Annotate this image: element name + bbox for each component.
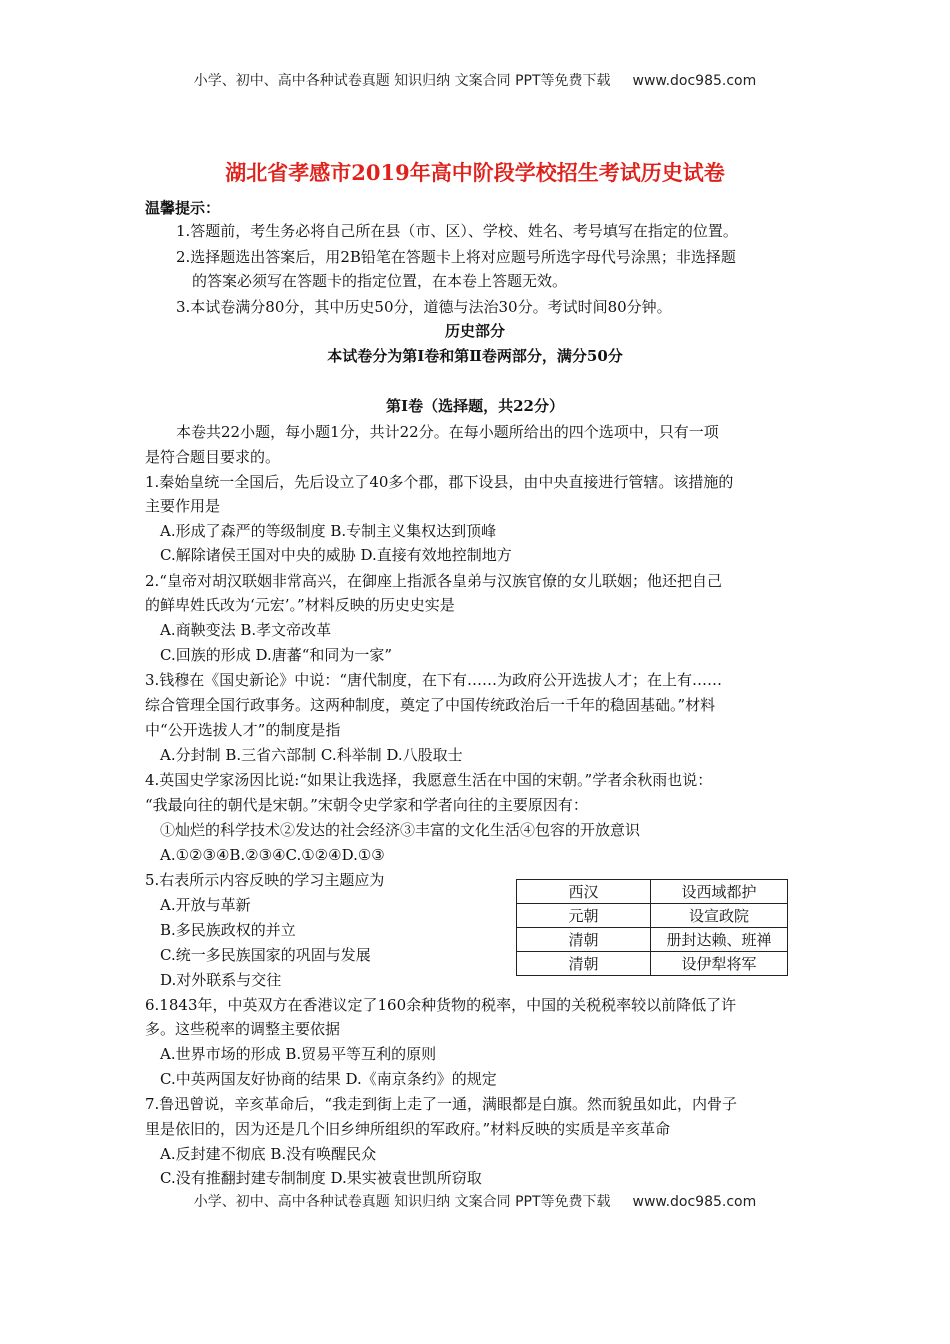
- tip-item: 的答案必须写在答题卡的指定位置，在本卷上答题无效。: [192, 272, 568, 290]
- question-1-stem: 主要作用是: [145, 497, 221, 515]
- question-3-stem: 3.钱穆在《国史新论》中说：“唐代制度，在下有……为政府公开选拔人才；在上有……: [145, 671, 722, 689]
- question-7-stem: 7.鲁迅曾说，辛亥革命后，“我走到街上走了一通，满眼都是白旗。然而貌虽如此，内骨子: [145, 1095, 737, 1113]
- table-row: [517, 952, 788, 976]
- question-7-stem: 里是依旧的，因为还是几个旧乡绅所组织的军政府。”材料反映的实质是辛亥革命: [145, 1120, 671, 1138]
- question-4-stem: 4.英国史学家汤因比说:“如果让我选择，我愿意生活在中国的宋朝。”学者余秋雨也说：: [145, 771, 713, 789]
- table-cell: 册封达赖、班禅: [651, 928, 788, 952]
- table-cell: 设宣政院: [651, 904, 788, 928]
- table-cell: 设西域都护: [651, 880, 788, 904]
- table-cell: 元朝: [517, 904, 651, 928]
- question-1-option: C.解除诸侯王国对中央的威胁 D.直接有效地控制地方: [160, 546, 512, 564]
- question-7-option: A.反封建不彻底 B.没有唤醒民众: [160, 1145, 377, 1163]
- question-5-stem: 5.右表所示内容反映的学习主题应为: [145, 871, 385, 889]
- question-5-table: [516, 879, 788, 976]
- question-2-option: C.回族的形成 D.唐蕃“和同为一家”: [160, 646, 393, 664]
- exam-title: 湖北省孝感市2019年高中阶段学校招生考试历史试卷: [225, 160, 725, 185]
- part1-title: 第Ⅰ卷（选择题，共22分）: [386, 397, 564, 415]
- question-7-option: C.没有推翻封建专制制度 D.果实被袁世凯所窃取: [160, 1169, 482, 1187]
- table-cell: 清朝: [517, 952, 651, 976]
- question-1-option: A.形成了森严的等级制度 B.专制主义集权达到顶峰: [160, 522, 497, 540]
- question-5-option: A.开放与革新: [160, 896, 251, 914]
- section-subtitle: 本试卷分为第Ⅰ卷和第Ⅱ卷两部分，满分50分: [327, 347, 623, 365]
- question-6-option: C.中英两国友好协商的结果 D.《南京条约》的规定: [160, 1070, 497, 1088]
- footer-site-link[interactable]: www.doc985.com: [632, 1194, 757, 1210]
- question-2-stem: 2.“皇帝对胡汉联姻非常高兴，在御座上指派各皇弟与汉族官僚的女儿联姻；他还把自己: [145, 572, 722, 590]
- footer-text: 小学、初中、高中各种试卷真题 知识归纳 文案合同 PPT等免费下载: [193, 1194, 611, 1210]
- question-3-stem: 综合管理全国行政事务。这两种制度，奠定了中国传统政治后一千年的稳固基础。”材料: [145, 696, 716, 714]
- tip-item: 2.选择题选出答案后，用2B铅笔在答题卡上将对应题号所选字母代号涂黑；非选择题: [176, 248, 736, 266]
- table-row: [517, 904, 788, 928]
- tips-heading: 温馨提示：: [145, 199, 221, 217]
- question-6-stem: 多。这些税率的调整主要依据: [145, 1020, 341, 1038]
- part1-intro: 本卷共22小题，每小题1分，共计22分。在每小题所给出的四个选项中，只有一项: [176, 423, 719, 441]
- question-2-stem: 的鲜卑姓氏改为‘元宏’。”材料反映的历史史实是: [145, 596, 455, 614]
- table-row: [517, 928, 788, 952]
- question-6-option: A.世界市场的形成 B.贸易平等互利的原则: [160, 1045, 437, 1063]
- header-site-link[interactable]: www.doc985.com: [632, 73, 757, 89]
- part1-intro: 是符合题目要求的。: [145, 448, 281, 466]
- question-4-option: A.①②③④B.②③④C.①②④D.①③: [160, 846, 385, 864]
- tip-item: 1.答题前，考生务必将自己所在县（市、区）、学校、姓名、考号填写在指定的位置。: [176, 222, 738, 240]
- header-text: 小学、初中、高中各种试卷真题 知识归纳 文案合同 PPT等免费下载: [193, 73, 611, 89]
- table-cell: 设伊犁将军: [651, 952, 788, 976]
- question-3-option: A.分封制 B.三省六部制 C.科举制 D.八股取士: [160, 746, 463, 764]
- tip-item: 3.本试卷满分80分，其中历史50分，道德与法治30分。考试时间80分钟。: [176, 298, 672, 316]
- question-6-stem: 6.1843年，中英双方在香港议定了160余种货物的税率，中国的关税税率较以前降低了许: [145, 996, 737, 1014]
- section-title: 历史部分: [444, 322, 505, 340]
- question-4-stem: “我最向往的朝代是宋朝。”宋朝令史学家和学者向往的主要原因有：: [145, 796, 588, 814]
- table-cell: 清朝: [517, 928, 651, 952]
- question-2-option: A.商鞅变法 B.孝文帝改革: [160, 621, 332, 639]
- question-5-option: B.多民族政权的并立: [160, 921, 296, 939]
- page-footer: [0, 1191, 950, 1211]
- question-5-option: D.对外联系与交往: [160, 971, 282, 989]
- table-cell: 西汉: [517, 880, 651, 904]
- question-5-option: C.统一多民族国家的巩固与发展: [160, 946, 371, 964]
- question-4-stem: ①灿烂的科学技术②发达的社会经济③丰富的文化生活④包容的开放意识: [160, 821, 641, 839]
- question-3-stem: 中“公开选拔人才”的制度是指: [145, 721, 341, 739]
- question-1-stem: 1.秦始皇统一全国后，先后设立了40多个郡，郡下设县，由中央直接进行管辖。该措施的: [145, 473, 734, 491]
- table-row: [517, 880, 788, 904]
- page-header: [0, 70, 950, 90]
